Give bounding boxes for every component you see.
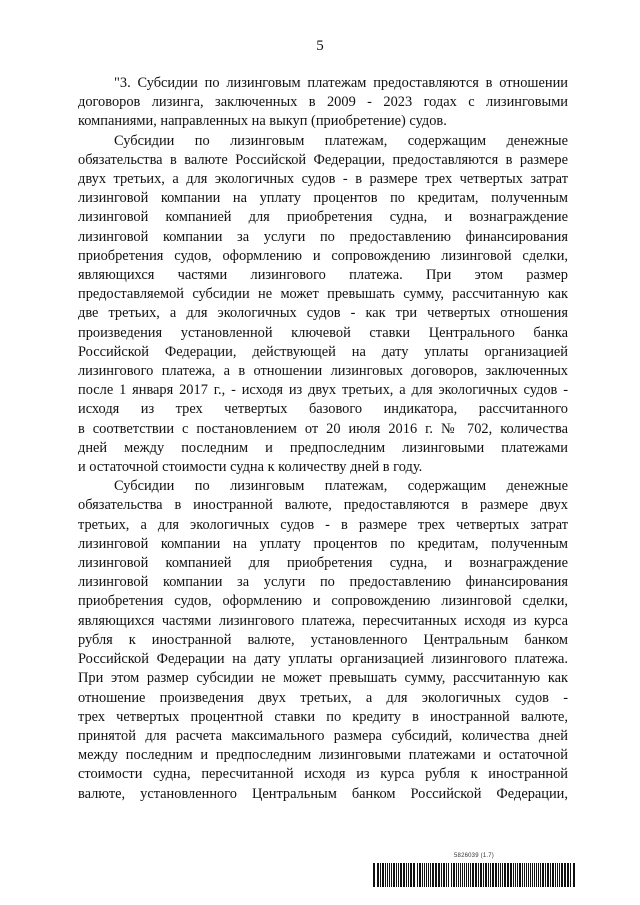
barcode-bar [475,863,477,887]
text-line: двух третьих, а для экологичных судов - в размере трех четвертых затрат [78,171,568,188]
text-line: лизинговой компании за услуги по предоставлению финансирования [78,228,568,245]
barcode-bar [438,863,440,887]
text-line: стоимости судна, пересчитанной исходя из курса рубля к иностранной [78,766,568,783]
barcode-bar [391,863,392,887]
text-line: лизинговой компании на уплату процентов по кредитам, полученным [78,535,568,552]
text-line: приобретения судов, оформлению и сопровождению лизинговой сделки, [78,593,568,610]
text-line: и остаточной стоимости судна к количеству дней в году. [78,459,423,476]
barcode-bar [517,863,518,887]
text-line: Субсидии по лизинговым платежам, содержащим денежные [114,478,568,495]
text-line: лизинговой компанией для приобретения судна, и вознаграждение [78,555,568,572]
barcode-bar [422,863,423,887]
barcode-bar [466,863,467,887]
barcode-bar [389,863,390,887]
text-line: предоставляемой субсидии не может превышать сумму, рассчитанную как [78,286,568,303]
barcode-bar [470,863,471,887]
barcode-bar [406,863,407,887]
barcode-bar [513,863,514,887]
barcode-bar [451,863,452,887]
barcode-bar [468,863,469,887]
barcode-bar [464,863,465,887]
barcode-bar [413,863,415,887]
barcode-bar [441,863,442,887]
barcode-bar [424,863,425,887]
text-line: "3. Субсидии по лизинговым платежам предоставляются в отношении [114,75,568,91]
barcode-bar [435,863,437,887]
text-line: трех четвертых процентной ставки по кредиту в иностранной валюте, [78,708,568,725]
barcode-bar [567,863,569,887]
barcode-caption: 5826039 (1.7) [454,853,494,859]
barcode-bar [547,863,549,887]
barcode-bar [456,863,457,887]
barcode-bar [426,863,427,887]
barcode-bar [502,863,503,887]
text-line: компаниями, направленных на выкуп (приобретение) судов. [78,113,447,130]
barcode-bar [522,863,523,887]
barcode-icon [372,863,577,887]
barcode-bar [542,863,544,887]
text-line: две третьих, а для экологичных судов - как три четвертых отношения [78,305,568,322]
text-line: являющихся частями лизингового платежа. При этом размер [78,267,568,284]
barcode-bar [410,863,412,887]
barcode-bar [460,863,461,887]
barcode-bar [507,863,509,887]
barcode-bar [380,863,381,887]
barcode-bar [432,863,434,887]
barcode-bar [526,863,527,887]
text-line: исходя из трех четвертых базового индикатора, рассчитанного [78,401,568,418]
barcode-bar [373,863,375,887]
barcode-bar [400,863,402,887]
barcode-bar [419,863,421,887]
barcode-bar [430,863,431,887]
barcode-bar [488,863,489,887]
barcode-bar [524,863,525,887]
barcode-bar [492,863,494,887]
barcode-bar [377,863,379,887]
barcode-bar [453,863,455,887]
barcode-bar [472,863,474,887]
barcode-bar [536,863,537,887]
barcode-bar [396,863,397,887]
barcode-bar [478,863,479,887]
text-line: произведения установленной ключевой ставки Центрального банка [78,324,568,341]
barcode-bar [385,863,386,887]
text-line: Российской Федерации, действующей на дату уплаты организацией [78,343,568,360]
text-line: третьих, а для экологичных судов - в размере трех четвертых затрат [78,516,568,533]
barcode-bar [545,863,546,887]
barcode-bar [532,863,533,887]
barcode-bar [564,863,566,887]
text-line: обязательства в валюте Российской Федерации, предоставляются в размере [78,151,568,168]
text-line: валюте, установленного Центральным банком Российской Федерации, [78,785,568,802]
barcode-bar [483,863,484,887]
barcode-bar [462,863,463,887]
barcode-bar [555,863,556,887]
text-line: отношение произведения двух третьих, а для экологичных судов - [78,689,568,706]
barcode-bar [559,863,560,887]
text-line: дней между последним и предпоследним лизинговыми платежами [78,439,568,456]
barcode-bar [519,863,521,887]
barcode-bar [538,863,539,887]
text-line: лизинговой компании на уплату процентов по кредитам, полученным [78,190,568,207]
text-line: приобретения судов, оформлению и сопровождению лизинговой сделки, [78,247,568,264]
barcode-bar [573,863,575,887]
barcode-bar [387,863,388,887]
barcode-bar [382,863,384,887]
barcode-bar [540,863,541,887]
barcode-bar [552,863,554,887]
barcode-bar [490,863,491,887]
text-line: лизинговой компании за услуги по предоставлению финансирования [78,574,568,591]
text-line: Российской Федерации на дату уплаты организацией лизингового платежа. [78,651,568,668]
paragraph-2 [78,132,568,478]
text-line: лизинговой компанией для приобретения судна, и вознаграждение [78,209,568,226]
text-line: рубля к иностранной валюте, установленного Центральным банком [78,631,568,648]
barcode-bar [458,863,459,887]
text-line: принятой для расчета максимального размера субсидий, количества дней [78,727,568,744]
barcode-bar [403,863,405,887]
text-line: после 1 января 2017 г., - исходя из двух третьих, а для экологичных судов - [78,382,568,399]
text-line: лизингового платежа, а в отношении лизинговых договоров, заключенных [78,363,568,380]
barcode-bar [530,863,531,887]
barcode-bar [570,863,571,887]
barcode-bar [443,863,445,887]
barcode-bar [428,863,429,887]
text-line: обязательства в иностранной валюте, предоставляются в размере двух [78,497,568,514]
paragraph-3 [78,477,568,803]
barcode-bar [500,863,501,887]
page-number: 5 [316,38,324,54]
barcode-bar [534,863,535,887]
barcode-bar [398,863,399,887]
barcode-bar [504,863,506,887]
text-line: Субсидии по лизинговым платежам, содержащим денежные [114,132,568,149]
text-line: являющихся частями лизингового платежа, пересчитанных исходя из курса [78,612,568,629]
document-barcode [372,853,577,889]
text-line: При этом размер субсидии не может превышать сумму, рассчитанную как [78,670,568,687]
barcode-bar [448,863,449,887]
barcode-bar [446,863,447,887]
barcode-bar [557,863,558,887]
barcode-bar [417,863,418,887]
paragraph-1 [78,74,568,132]
barcode-bar [528,863,529,887]
barcode-bar [515,863,516,887]
barcode-bar [408,863,409,887]
text-line: между последним и предпоследним лизинговыми платежами и остаточной [78,747,568,764]
barcode-bar [510,863,512,887]
barcode-bar [561,863,563,887]
barcode-bar [480,863,482,887]
barcode-bar [485,863,487,887]
barcode-bar [495,863,497,887]
text-line: в соответствии с постановлением от 20 июля 2016 г. № 702, количества [78,420,568,437]
barcode-bar [498,863,499,887]
document-body [78,74,568,804]
text-line: договоров лизинга, заключенных в 2009 - 2023 годах с лизинговыми [78,94,568,111]
barcode-bar [393,863,395,887]
barcode-bar [550,863,551,887]
